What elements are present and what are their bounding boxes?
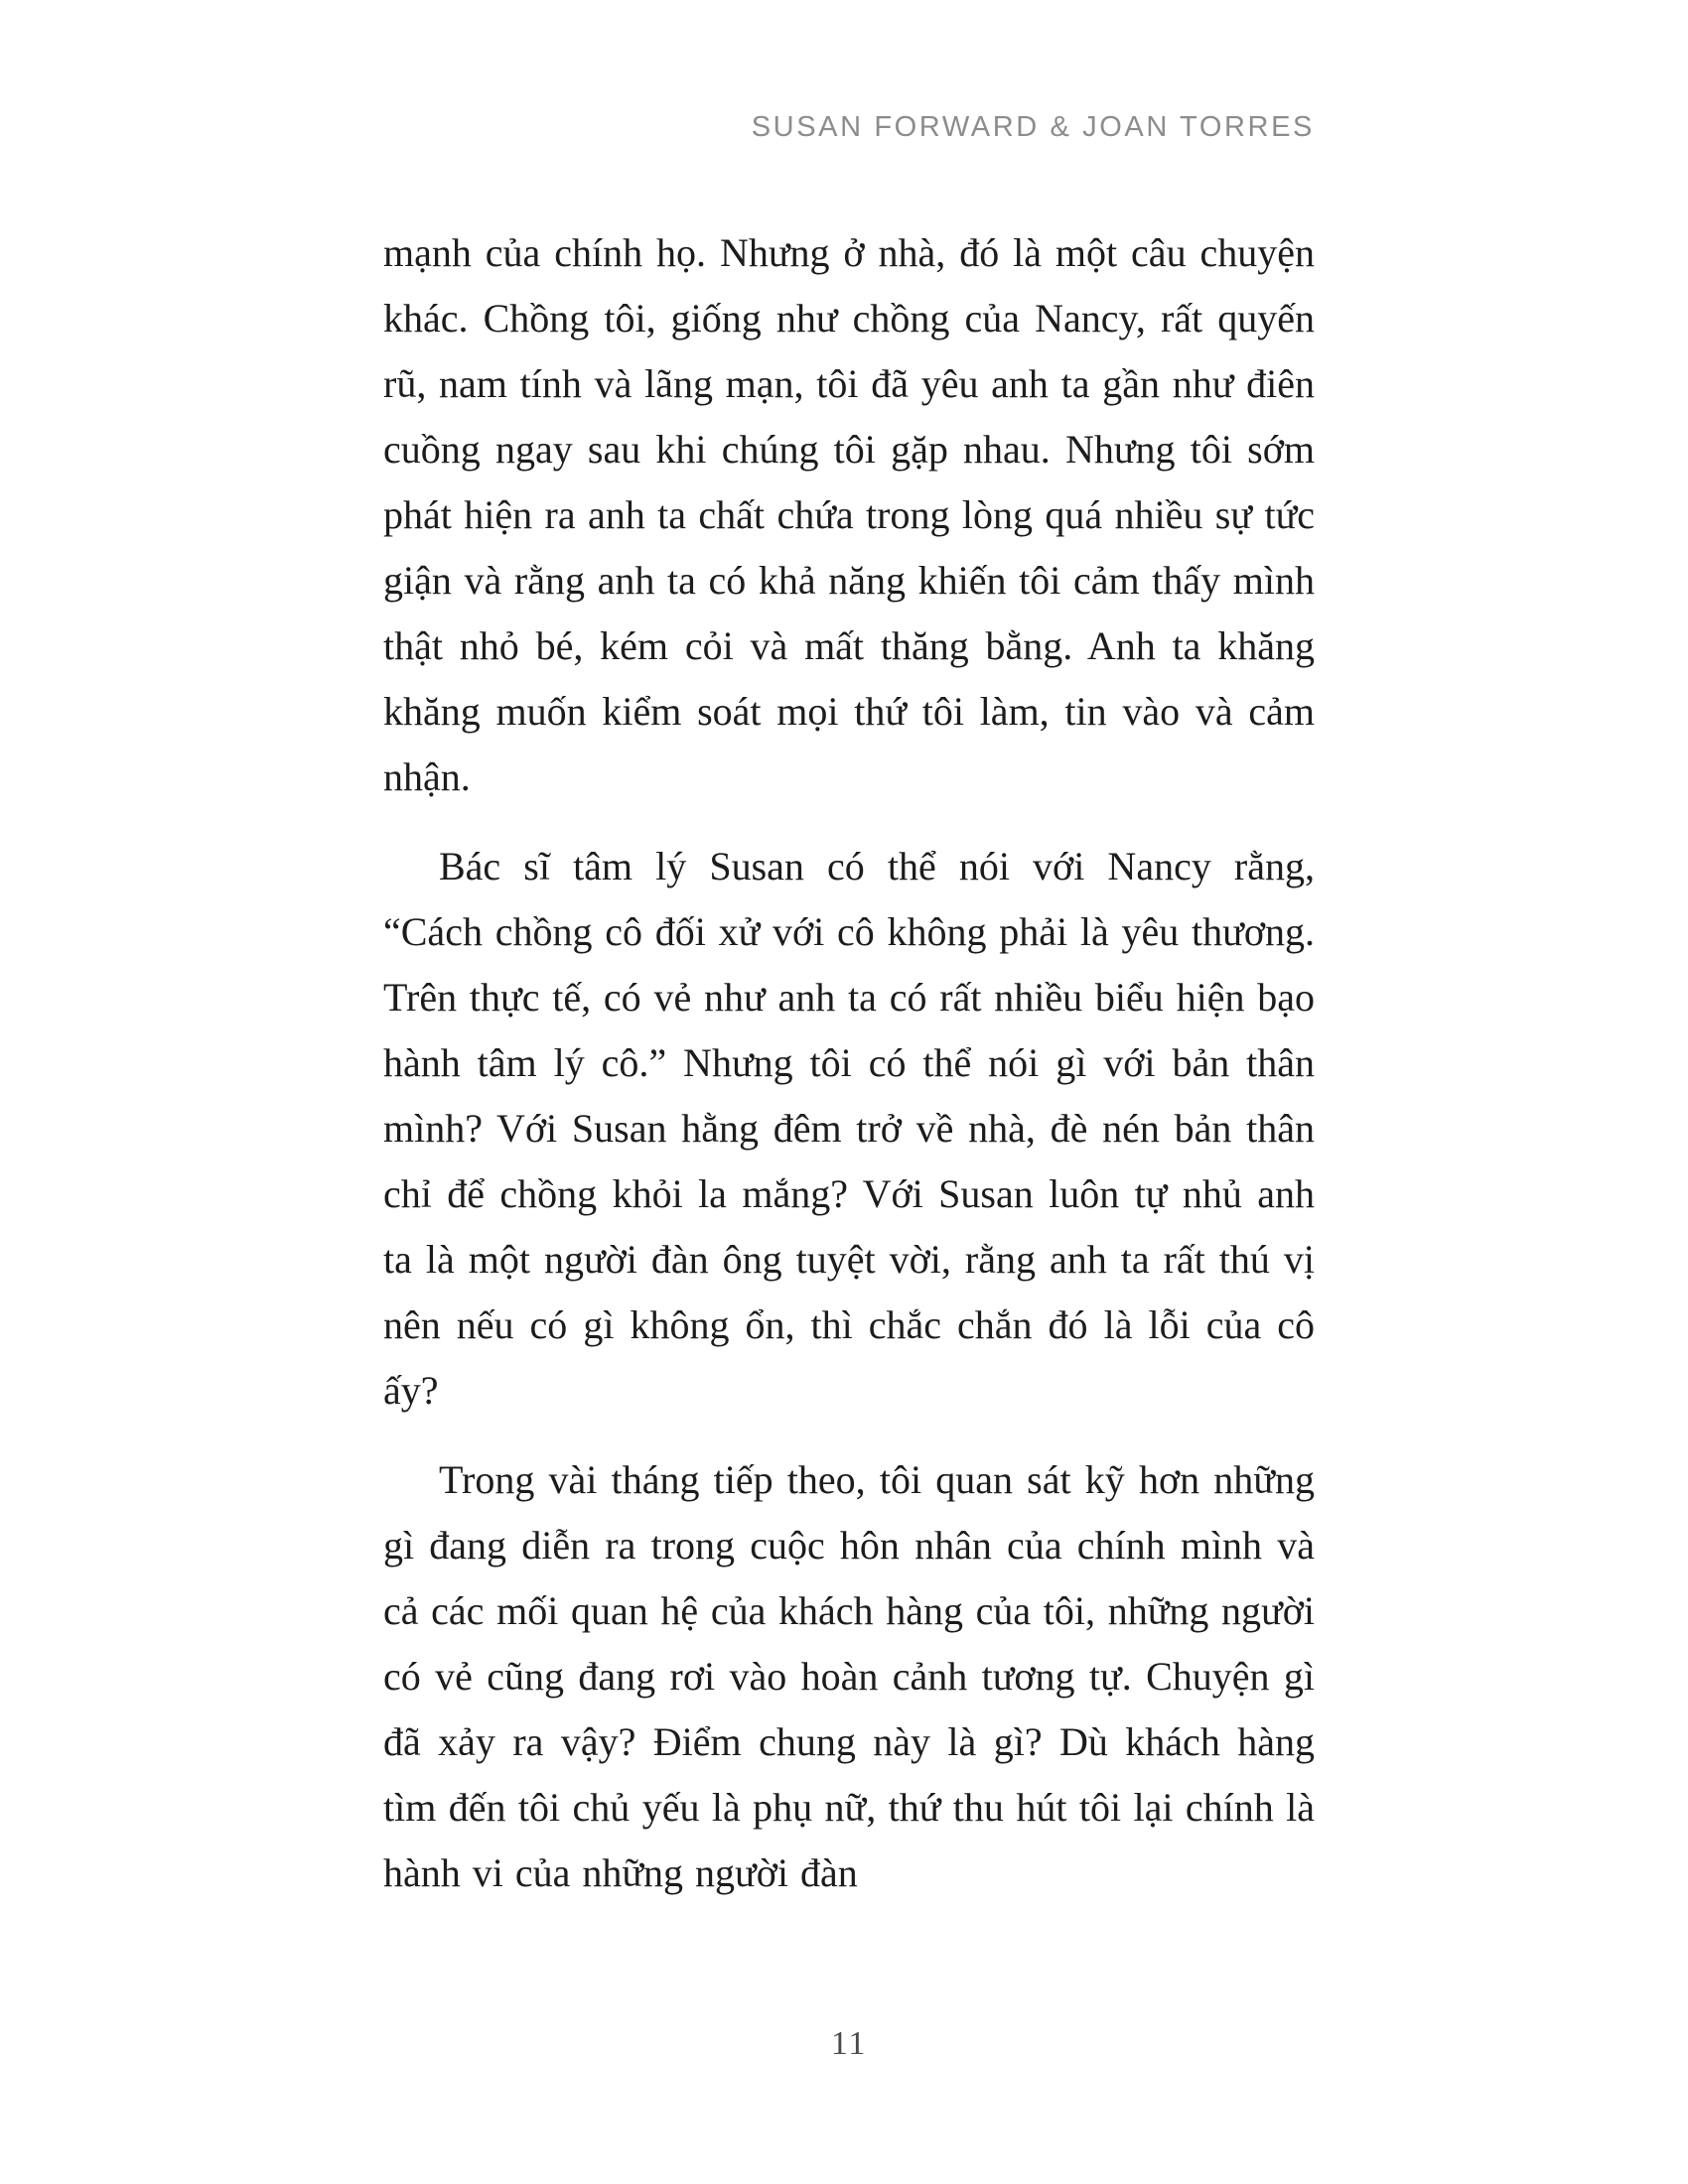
paragraph-1: mạnh của chính họ. Nhưng ở nhà, đó là một câu chuyện khác. Chồng tôi, giống như chồng của Nancy, rất quyến rũ, nam tính và lãng mạn, tôi đã yêu anh ta gần như điên cuồng ngay sau khi chúng tôi gặp nhau. Nhưng tôi sớm phát hiện ra anh ta chất chứa trong lòng quá nhiều sự tức giận và rằng anh ta có khả năng khiến tôi cảm thấy mình thật nhỏ bé, kém cỏi và mất thăng bằng. Anh ta khăng khăng muốn kiểm soát mọi thứ tôi làm, tin vào và cảm nhận. <box>383 230 1315 799</box>
paragraph-3: Trong vài tháng tiếp theo, tôi quan sát kỹ hơn những gì đang diễn ra trong cuộc hôn nhân của chính mình và cả các mối quan hệ của khách hàng của tôi, những người có vẻ cũng đang rơi vào hoàn cảnh tương tự. Chuyện gì đã xảy ra vậy? Điểm chung này là gì? Dù khách hàng tìm đến tôi chủ yếu là phụ nữ, thứ thu hút tôi lại chính là hành vi của những người đàn <box>383 1457 1315 1895</box>
paragraph-2: Bác sĩ tâm lý Susan có thể nói với Nancy rằng, “Cách chồng cô đối xử với cô không phải là yêu thương. Trên thực tế, có vẻ như anh ta có rất nhiều biểu hiện bạo hành tâm lý cô.” Nhưng tôi có thể nói gì với bản thân mình? Với Susan hằng đêm trở về nhà, đè nén bản thân chỉ để chồng khỏi la mắng? Với Susan luôn tự nhủ anh ta là một người đàn ông tuyệt vời, rằng anh ta rất thú vị nên nếu có gì không ổn, thì chắc chắn đó là lỗi của cô ấy? <box>383 844 1315 1413</box>
author-names: SUSAN FORWARD & JOAN TORRES <box>751 111 1315 143</box>
page-footer <box>383 2025 1315 2063</box>
page-body <box>383 220 1315 1930</box>
running-header <box>383 111 1315 144</box>
page-number: 11 <box>830 2025 868 2062</box>
